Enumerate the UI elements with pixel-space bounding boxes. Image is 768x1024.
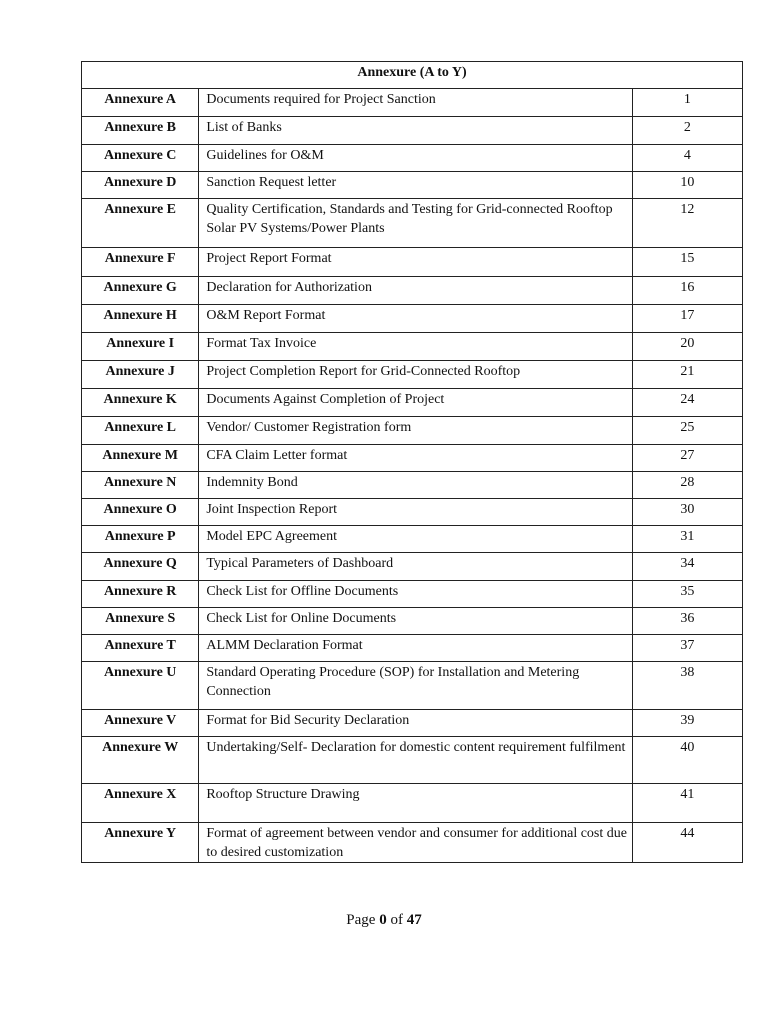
table-row: [82, 499, 743, 526]
annexure-page-number: 39: [632, 710, 742, 737]
annexure-page-number: 35: [632, 581, 742, 608]
annexure-page-number: 1: [632, 89, 742, 117]
annexure-page-number: 24: [632, 389, 742, 417]
table-row: [82, 553, 743, 581]
annexure-code: Annexure K: [82, 389, 199, 417]
table-row: [82, 784, 743, 823]
table-row: [82, 635, 743, 662]
annexure-description: Documents required for Project Sanction: [199, 89, 632, 117]
annexure-code: Annexure C: [82, 145, 199, 172]
table-row: [82, 199, 743, 248]
annexure-rows: [82, 89, 743, 863]
annexure-code: Annexure J: [82, 361, 199, 389]
table-row: [82, 472, 743, 499]
current-page-number: 0: [379, 912, 387, 928]
annexure-description: O&M Report Format: [199, 305, 632, 333]
table-row: [82, 89, 743, 117]
annexure-description: Documents Against Completion of Project: [199, 389, 632, 417]
annexure-description: Format for Bid Security Declaration: [199, 710, 632, 737]
table-row: [82, 277, 743, 305]
table-row: [82, 117, 743, 145]
table-row: [82, 305, 743, 333]
annexure-description: Vendor/ Customer Registration form: [199, 417, 632, 445]
annexure-description: Format Tax Invoice: [199, 333, 632, 361]
annexure-description: Check List for Offline Documents: [199, 581, 632, 608]
annexure-code: Annexure B: [82, 117, 199, 145]
table-row: [82, 662, 743, 710]
annexure-code: Annexure P: [82, 526, 199, 553]
table-row: [82, 737, 743, 784]
annexure-code: Annexure R: [82, 581, 199, 608]
annexure-page-number: 15: [632, 248, 742, 277]
annexure-page-number: 31: [632, 526, 742, 553]
annexure-description: Standard Operating Procedure (SOP) for Installation and Metering Connection: [199, 662, 632, 710]
total-pages-number: 47: [406, 912, 422, 928]
annexure-page-number: 4: [632, 145, 742, 172]
annexure-code: Annexure N: [82, 472, 199, 499]
annexure-code: Annexure D: [82, 172, 199, 199]
annexure-page-number: 20: [632, 333, 742, 361]
annexure-page-number: 16: [632, 277, 742, 305]
annexure-page-number: 38: [632, 662, 742, 710]
annexure-table: [81, 61, 743, 863]
table-row: [82, 445, 743, 472]
of-label: of: [390, 912, 403, 928]
annexure-description: Quality Certification, Standards and Testing for Grid-connected Rooftop Solar PV Systems/Power Plants: [199, 199, 632, 248]
annexure-code: Annexure H: [82, 305, 199, 333]
table-row: [82, 823, 743, 863]
annexure-description: Rooftop Structure Drawing: [199, 784, 632, 823]
annexure-page-number: 27: [632, 445, 742, 472]
annexure-description: Indemnity Bond: [199, 472, 632, 499]
annexure-code: Annexure E: [82, 199, 199, 248]
table-row: [82, 172, 743, 199]
annexure-code: Annexure S: [82, 608, 199, 635]
annexure-page-number: 25: [632, 417, 742, 445]
table-row: [82, 710, 743, 737]
annexure-code: Annexure F: [82, 248, 199, 277]
annexure-page-number: 12: [632, 199, 742, 248]
annexure-description: Guidelines for O&M: [199, 145, 632, 172]
page-footer: [0, 912, 768, 929]
annexure-description: ALMM Declaration Format: [199, 635, 632, 662]
annexure-description: Undertaking/Self- Declaration for domestic content requirement fulfilment: [199, 737, 632, 784]
annexure-code: Annexure V: [82, 710, 199, 737]
annexure-page-number: 30: [632, 499, 742, 526]
annexure-page-number: 34: [632, 553, 742, 581]
annexure-page-number: 37: [632, 635, 742, 662]
annexure-code: Annexure W: [82, 737, 199, 784]
annexure-code: Annexure L: [82, 417, 199, 445]
annexure-code: Annexure X: [82, 784, 199, 823]
table-row: [82, 608, 743, 635]
annexure-code: Annexure A: [82, 89, 199, 117]
annexure-description: Typical Parameters of Dashboard: [199, 553, 632, 581]
table-row: [82, 145, 743, 172]
annexure-page-number: 40: [632, 737, 742, 784]
annexure-code: Annexure I: [82, 333, 199, 361]
annexure-code: Annexure T: [82, 635, 199, 662]
annexure-page-number: 21: [632, 361, 742, 389]
annexure-description: Model EPC Agreement: [199, 526, 632, 553]
table-row: [82, 248, 743, 277]
annexure-code: Annexure G: [82, 277, 199, 305]
annexure-description: Project Report Format: [199, 248, 632, 277]
annexure-description: List of Banks: [199, 117, 632, 145]
annexure-description: Declaration for Authorization: [199, 277, 632, 305]
annexure-page-number: 41: [632, 784, 742, 823]
annexure-description: Sanction Request letter: [199, 172, 632, 199]
annexure-page-number: 44: [632, 823, 742, 863]
table-row: [82, 581, 743, 608]
annexure-page-number: 2: [632, 117, 742, 145]
annexure-description: CFA Claim Letter format: [199, 445, 632, 472]
table-header-row: [82, 62, 743, 89]
table-row: [82, 389, 743, 417]
table-row: [82, 417, 743, 445]
table-title: Annexure (A to Y): [82, 62, 743, 89]
annexure-code: Annexure O: [82, 499, 199, 526]
annexure-description: Format of agreement between vendor and consumer for additional cost due to desired customization: [199, 823, 632, 863]
table-row: [82, 333, 743, 361]
annexure-code: Annexure Q: [82, 553, 199, 581]
annexure-code: Annexure U: [82, 662, 199, 710]
annexure-page-number: 28: [632, 472, 742, 499]
annexure-description: Check List for Online Documents: [199, 608, 632, 635]
annexure-description: Joint Inspection Report: [199, 499, 632, 526]
annexure-page-number: 10: [632, 172, 742, 199]
table-row: [82, 526, 743, 553]
annexure-page-number: 36: [632, 608, 742, 635]
annexure-description: Project Completion Report for Grid-Connected Rooftop: [199, 361, 632, 389]
table-row: [82, 361, 743, 389]
annexure-code: Annexure M: [82, 445, 199, 472]
annexure-code: Annexure Y: [82, 823, 199, 863]
annexure-page-number: 17: [632, 305, 742, 333]
page-label: Page: [346, 912, 376, 928]
